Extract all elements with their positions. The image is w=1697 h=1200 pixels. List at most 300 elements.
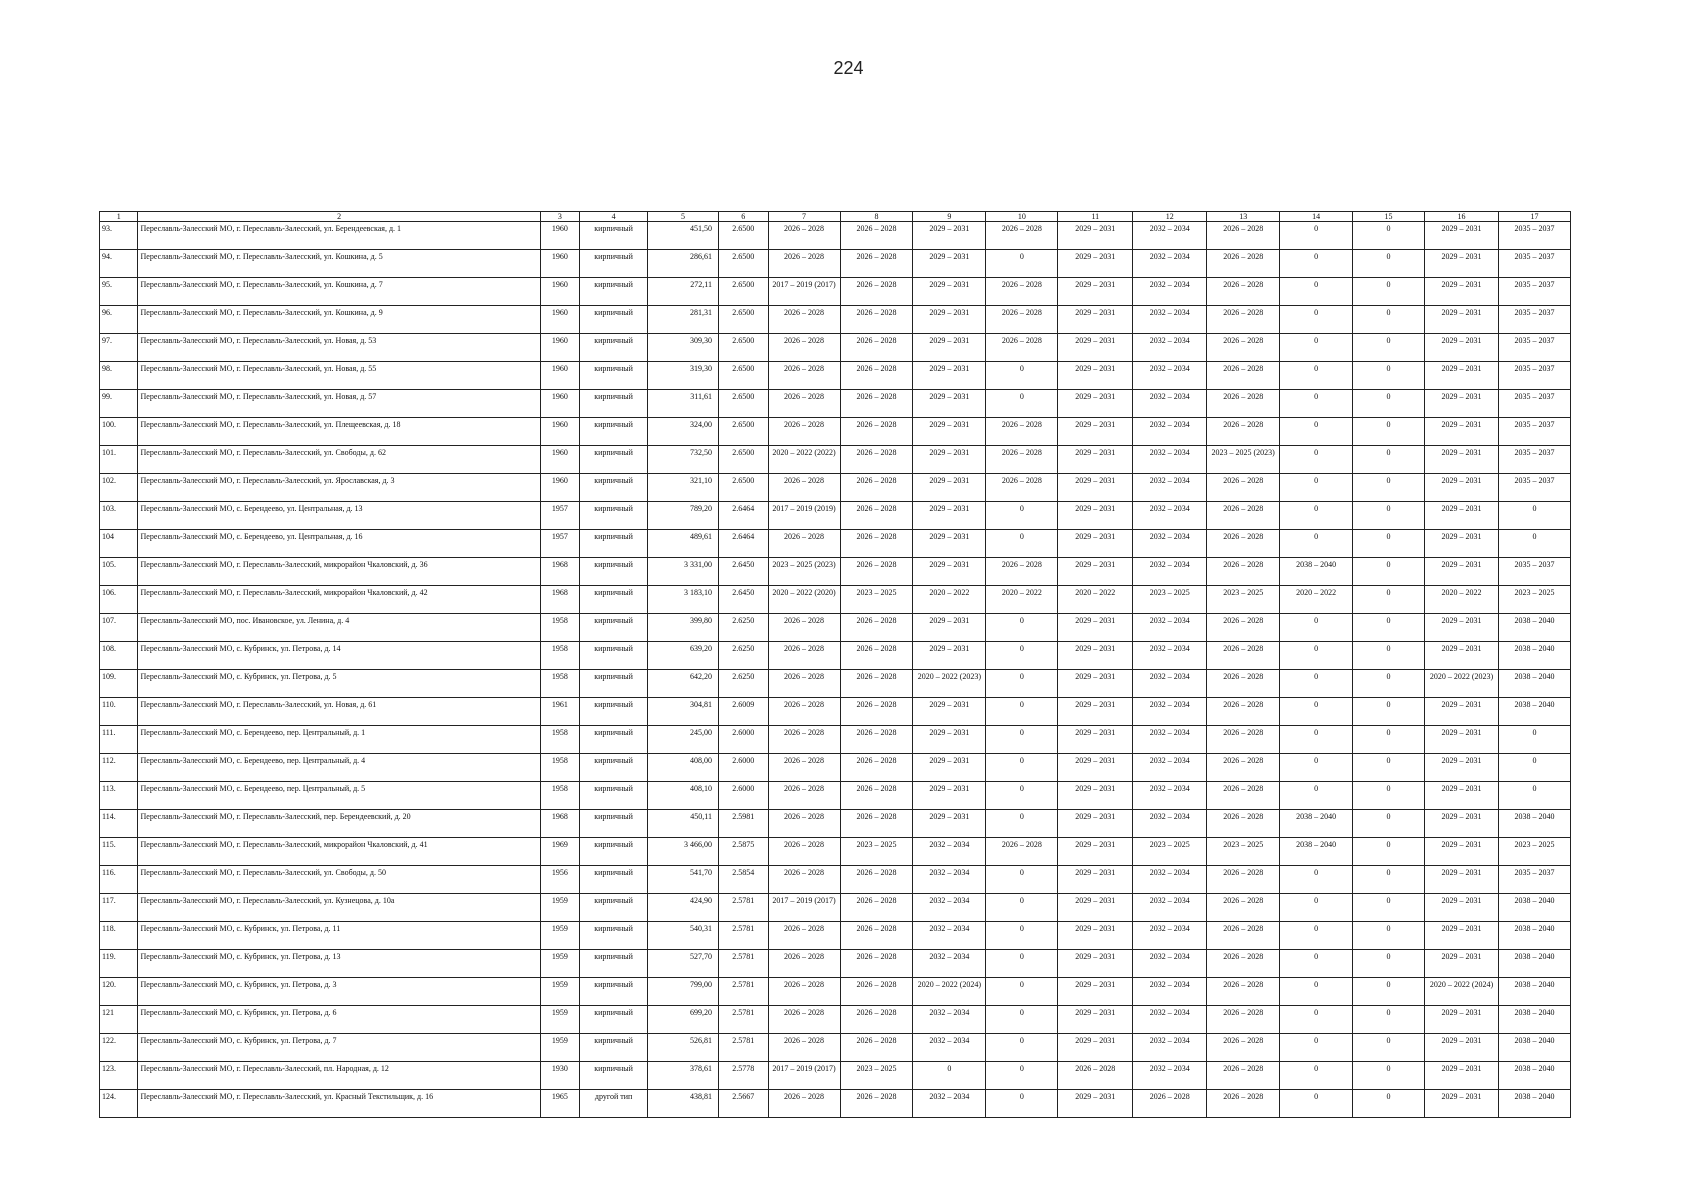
cell-col-14: 0	[1280, 446, 1353, 474]
table-row	[100, 418, 1571, 446]
cell-col-14: 0	[1280, 502, 1353, 530]
cell-row-number: 117.	[100, 894, 138, 922]
cell-address: Переславль-Залесский МО, г. Переславль-Залесский, ул. Новая, д. 53	[138, 334, 540, 362]
cell-col-10: 0	[986, 530, 1058, 558]
table-row	[100, 474, 1571, 502]
cell-col-10: 0	[986, 922, 1058, 950]
cell-area: 3 183,10	[648, 586, 719, 614]
cell-col-17: 2035 – 2037	[1498, 334, 1570, 362]
cell-build-year: 1956	[540, 866, 580, 894]
cell-col-15: 0	[1353, 894, 1425, 922]
cell-col-13: 2026 – 2028	[1207, 502, 1280, 530]
cell-col-14: 0	[1280, 390, 1353, 418]
cell-build-year: 1960	[540, 306, 580, 334]
cell-rating: 2.6450	[718, 558, 768, 586]
cell-col-9: 2020 – 2022	[913, 586, 986, 614]
cell-col-8: 2026 – 2028	[840, 726, 913, 754]
cell-col-7: 2026 – 2028	[768, 726, 840, 754]
cell-col-12: 2032 – 2034	[1133, 614, 1207, 642]
cell-col-17: 2035 – 2037	[1498, 474, 1570, 502]
cell-wall-material: кирпичный	[580, 698, 648, 726]
cell-col-11: 2029 – 2031	[1058, 782, 1133, 810]
cell-col-9: 2029 – 2031	[913, 502, 986, 530]
cell-col-14: 0	[1280, 362, 1353, 390]
cell-col-16: 2029 – 2031	[1425, 278, 1499, 306]
cell-col-12: 2032 – 2034	[1133, 250, 1207, 278]
cell-wall-material: кирпичный	[580, 726, 648, 754]
cell-col-12: 2032 – 2034	[1133, 698, 1207, 726]
cell-col-15: 0	[1353, 278, 1425, 306]
cell-col-17: 0	[1498, 782, 1570, 810]
table-row	[100, 1090, 1571, 1118]
cell-col-15: 0	[1353, 866, 1425, 894]
cell-address: Переславль-Залесский МО, г. Переславль-Залесский, ул. Кошкина, д. 5	[138, 250, 540, 278]
cell-col-13: 2026 – 2028	[1207, 866, 1280, 894]
cell-build-year: 1958	[540, 642, 580, 670]
table-row	[100, 922, 1571, 950]
cell-row-number: 94.	[100, 250, 138, 278]
cell-col-10: 0	[986, 810, 1058, 838]
cell-col-12: 2032 – 2034	[1133, 558, 1207, 586]
cell-col-13: 2026 – 2028	[1207, 334, 1280, 362]
cell-rating: 2.6450	[718, 586, 768, 614]
cell-col-14: 0	[1280, 614, 1353, 642]
cell-col-13: 2023 – 2025 (2023)	[1207, 446, 1280, 474]
cell-col-15: 0	[1353, 250, 1425, 278]
cell-area: 526,81	[648, 1034, 719, 1062]
cell-wall-material: кирпичный	[580, 894, 648, 922]
cell-col-14: 0	[1280, 1062, 1353, 1090]
cell-col-7: 2026 – 2028	[768, 334, 840, 362]
cell-col-7: 2026 – 2028	[768, 810, 840, 838]
cell-col-7: 2026 – 2028	[768, 978, 840, 1006]
cell-col-14: 0	[1280, 1034, 1353, 1062]
table-row	[100, 642, 1571, 670]
cell-col-14: 0	[1280, 950, 1353, 978]
table-row	[100, 866, 1571, 894]
cell-col-14: 0	[1280, 418, 1353, 446]
cell-col-12: 2032 – 2034	[1133, 502, 1207, 530]
table-row	[100, 306, 1571, 334]
cell-col-17: 2035 – 2037	[1498, 222, 1570, 250]
cell-col-9: 2029 – 2031	[913, 726, 986, 754]
cell-address: Переславль-Залесский МО, с. Кубринск, ул. Петрова, д. 7	[138, 1034, 540, 1062]
cell-col-9: 2029 – 2031	[913, 614, 986, 642]
cell-col-15: 0	[1353, 922, 1425, 950]
cell-col-17: 2035 – 2037	[1498, 558, 1570, 586]
cell-col-17: 2038 – 2040	[1498, 950, 1570, 978]
cell-col-12: 2032 – 2034	[1133, 278, 1207, 306]
cell-area: 286,61	[648, 250, 719, 278]
cell-col-14: 0	[1280, 222, 1353, 250]
cell-col-12: 2032 – 2034	[1133, 1062, 1207, 1090]
cell-col-17: 2038 – 2040	[1498, 1062, 1570, 1090]
cell-col-9: 2032 – 2034	[913, 866, 986, 894]
cell-col-10: 0	[986, 950, 1058, 978]
cell-row-number: 115.	[100, 838, 138, 866]
cell-area: 438,81	[648, 1090, 719, 1118]
cell-col-12: 2023 – 2025	[1133, 838, 1207, 866]
cell-col-12: 2032 – 2034	[1133, 922, 1207, 950]
cell-col-13: 2026 – 2028	[1207, 782, 1280, 810]
cell-col-9: 2032 – 2034	[913, 1034, 986, 1062]
cell-col-16: 2029 – 2031	[1425, 838, 1499, 866]
cell-col-9: 2029 – 2031	[913, 390, 986, 418]
cell-col-13: 2026 – 2028	[1207, 418, 1280, 446]
table-row	[100, 222, 1571, 250]
cell-col-11: 2029 – 2031	[1058, 474, 1133, 502]
cell-col-12: 2032 – 2034	[1133, 894, 1207, 922]
cell-col-8: 2026 – 2028	[840, 1006, 913, 1034]
table-row	[100, 362, 1571, 390]
cell-build-year: 1959	[540, 1034, 580, 1062]
cell-col-15: 0	[1353, 586, 1425, 614]
cell-col-17: 2035 – 2037	[1498, 418, 1570, 446]
cell-col-8: 2026 – 2028	[840, 418, 913, 446]
cell-row-number: 118.	[100, 922, 138, 950]
cell-col-7: 2017 – 2019 (2017)	[768, 278, 840, 306]
cell-col-15: 0	[1353, 642, 1425, 670]
cell-col-16: 2029 – 2031	[1425, 782, 1499, 810]
cell-col-11: 2029 – 2031	[1058, 754, 1133, 782]
cell-col-13: 2026 – 2028	[1207, 698, 1280, 726]
cell-col-15: 0	[1353, 558, 1425, 586]
cell-col-10: 0	[986, 894, 1058, 922]
cell-wall-material: кирпичный	[580, 446, 648, 474]
cell-rating: 2.6500	[718, 418, 768, 446]
cell-wall-material: кирпичный	[580, 670, 648, 698]
cell-address: Переславль-Залесский МО, с. Кубринск, ул. Петрова, д. 6	[138, 1006, 540, 1034]
cell-rating: 2.5781	[718, 1034, 768, 1062]
cell-col-10: 0	[986, 754, 1058, 782]
cell-rating: 2.6500	[718, 306, 768, 334]
table-row	[100, 530, 1571, 558]
cell-col-15: 0	[1353, 782, 1425, 810]
cell-build-year: 1960	[540, 390, 580, 418]
cell-col-17: 2038 – 2040	[1498, 1090, 1570, 1118]
cell-address: Переславль-Залесский МО, с. Берендеево, ул. Центральная, д. 16	[138, 530, 540, 558]
cell-col-12: 2032 – 2034	[1133, 1006, 1207, 1034]
cell-row-number: 96.	[100, 306, 138, 334]
cell-col-10: 2026 – 2028	[986, 334, 1058, 362]
cell-col-12: 2032 – 2034	[1133, 866, 1207, 894]
column-header-12: 12	[1133, 212, 1207, 222]
cell-row-number: 124.	[100, 1090, 138, 1118]
cell-col-8: 2026 – 2028	[840, 446, 913, 474]
cell-col-10: 0	[986, 726, 1058, 754]
cell-col-12: 2032 – 2034	[1133, 390, 1207, 418]
cell-col-13: 2026 – 2028	[1207, 250, 1280, 278]
cell-col-9: 2029 – 2031	[913, 446, 986, 474]
cell-col-13: 2026 – 2028	[1207, 642, 1280, 670]
cell-build-year: 1960	[540, 334, 580, 362]
cell-col-9: 2029 – 2031	[913, 698, 986, 726]
cell-area: 309,30	[648, 334, 719, 362]
cell-col-9: 2029 – 2031	[913, 754, 986, 782]
cell-col-7: 2026 – 2028	[768, 782, 840, 810]
cell-col-15: 0	[1353, 1034, 1425, 1062]
column-header-7: 7	[768, 212, 840, 222]
cell-build-year: 1957	[540, 530, 580, 558]
cell-rating: 2.6500	[718, 278, 768, 306]
cell-area: 527,70	[648, 950, 719, 978]
cell-col-13: 2026 – 2028	[1207, 1062, 1280, 1090]
column-header-1: 1	[100, 212, 138, 222]
cell-row-number: 106.	[100, 586, 138, 614]
cell-col-13: 2026 – 2028	[1207, 1006, 1280, 1034]
column-header-9: 9	[913, 212, 986, 222]
cell-row-number: 102.	[100, 474, 138, 502]
cell-col-8: 2026 – 2028	[840, 334, 913, 362]
cell-address: Переславль-Залесский МО, с. Берендеево, пер. Центральный, д. 1	[138, 726, 540, 754]
cell-build-year: 1959	[540, 922, 580, 950]
cell-rating: 2.6500	[718, 362, 768, 390]
cell-col-10: 0	[986, 502, 1058, 530]
cell-row-number: 109.	[100, 670, 138, 698]
cell-wall-material: кирпичный	[580, 362, 648, 390]
cell-col-16: 2029 – 2031	[1425, 446, 1499, 474]
cell-address: Переславль-Залесский МО, г. Переславль-Залесский, ул. Красный Текстильщик, д. 16	[138, 1090, 540, 1118]
cell-col-9: 2029 – 2031	[913, 782, 986, 810]
cell-col-14: 2038 – 2040	[1280, 810, 1353, 838]
cell-col-16: 2029 – 2031	[1425, 754, 1499, 782]
cell-col-12: 2032 – 2034	[1133, 1034, 1207, 1062]
cell-col-15: 0	[1353, 474, 1425, 502]
cell-col-17: 2038 – 2040	[1498, 1006, 1570, 1034]
cell-address: Переславль-Залесский МО, г. Переславль-Залесский, ул. Новая, д. 55	[138, 362, 540, 390]
cell-col-10: 2026 – 2028	[986, 446, 1058, 474]
cell-col-16: 2020 – 2022	[1425, 586, 1499, 614]
cell-col-9: 2029 – 2031	[913, 474, 986, 502]
cell-col-11: 2029 – 2031	[1058, 530, 1133, 558]
cell-area: 799,00	[648, 978, 719, 1006]
cell-col-12: 2032 – 2034	[1133, 810, 1207, 838]
cell-rating: 2.6500	[718, 474, 768, 502]
cell-col-17: 0	[1498, 502, 1570, 530]
cell-col-10: 0	[986, 1062, 1058, 1090]
cell-col-11: 2029 – 2031	[1058, 698, 1133, 726]
table-row	[100, 1006, 1571, 1034]
cell-col-12: 2032 – 2034	[1133, 418, 1207, 446]
cell-row-number: 119.	[100, 950, 138, 978]
cell-col-8: 2026 – 2028	[840, 950, 913, 978]
cell-wall-material: кирпичный	[580, 418, 648, 446]
cell-area: 450,11	[648, 810, 719, 838]
cell-area: 311,61	[648, 390, 719, 418]
cell-wall-material: кирпичный	[580, 922, 648, 950]
cell-wall-material: кирпичный	[580, 1006, 648, 1034]
cell-col-15: 0	[1353, 698, 1425, 726]
cell-address: Переславль-Залесский МО, г. Переславль-Залесский, микрорайон Чкаловский, д. 42	[138, 586, 540, 614]
cell-col-16: 2029 – 2031	[1425, 1006, 1499, 1034]
cell-col-15: 0	[1353, 418, 1425, 446]
cell-col-17: 2035 – 2037	[1498, 306, 1570, 334]
cell-col-14: 2038 – 2040	[1280, 558, 1353, 586]
cell-col-17: 2035 – 2037	[1498, 250, 1570, 278]
cell-col-10: 2026 – 2028	[986, 558, 1058, 586]
cell-col-15: 0	[1353, 1090, 1425, 1118]
cell-area: 408,00	[648, 754, 719, 782]
cell-build-year: 1960	[540, 362, 580, 390]
cell-col-10: 2026 – 2028	[986, 418, 1058, 446]
cell-wall-material: кирпичный	[580, 754, 648, 782]
table-row	[100, 614, 1571, 642]
cell-col-7: 2023 – 2025 (2023)	[768, 558, 840, 586]
cell-col-17: 2023 – 2025	[1498, 586, 1570, 614]
cell-wall-material: кирпичный	[580, 306, 648, 334]
cell-build-year: 1968	[540, 810, 580, 838]
cell-wall-material: кирпичный	[580, 334, 648, 362]
cell-col-7: 2026 – 2028	[768, 306, 840, 334]
cell-col-17: 2038 – 2040	[1498, 1034, 1570, 1062]
table-row	[100, 754, 1571, 782]
cell-row-number: 114.	[100, 810, 138, 838]
cell-col-9: 2029 – 2031	[913, 250, 986, 278]
table-row	[100, 698, 1571, 726]
cell-col-15: 0	[1353, 446, 1425, 474]
cell-area: 699,20	[648, 1006, 719, 1034]
cell-col-11: 2029 – 2031	[1058, 838, 1133, 866]
cell-address: Переславль-Залесский МО, с. Берендеево, пер. Центральный, д. 5	[138, 782, 540, 810]
cell-row-number: 104	[100, 530, 138, 558]
cell-col-11: 2029 – 2031	[1058, 1034, 1133, 1062]
cell-col-8: 2026 – 2028	[840, 978, 913, 1006]
cell-col-8: 2026 – 2028	[840, 390, 913, 418]
cell-col-11: 2029 – 2031	[1058, 950, 1133, 978]
cell-col-11: 2029 – 2031	[1058, 278, 1133, 306]
cell-wall-material: кирпичный	[580, 558, 648, 586]
cell-rating: 2.6009	[718, 698, 768, 726]
cell-wall-material: кирпичный	[580, 978, 648, 1006]
cell-address: Переславль-Залесский МО, с. Кубринск, ул. Петрова, д. 5	[138, 670, 540, 698]
cell-col-14: 0	[1280, 670, 1353, 698]
cell-col-14: 0	[1280, 474, 1353, 502]
cell-col-16: 2029 – 2031	[1425, 810, 1499, 838]
cell-col-14: 0	[1280, 782, 1353, 810]
cell-area: 732,50	[648, 446, 719, 474]
cell-col-8: 2026 – 2028	[840, 754, 913, 782]
cell-row-number: 122.	[100, 1034, 138, 1062]
column-header-15: 15	[1353, 212, 1425, 222]
cell-area: 245,00	[648, 726, 719, 754]
column-header-5: 5	[648, 212, 719, 222]
cell-col-14: 0	[1280, 1090, 1353, 1118]
cell-col-13: 2026 – 2028	[1207, 726, 1280, 754]
cell-col-8: 2026 – 2028	[840, 810, 913, 838]
column-number-row	[100, 212, 1571, 222]
cell-area: 319,30	[648, 362, 719, 390]
cell-col-17: 0	[1498, 530, 1570, 558]
cell-rating: 2.6250	[718, 614, 768, 642]
cell-address: Переславль-Залесский МО, г. Переславль-Залесский, микрорайон Чкаловский, д. 41	[138, 838, 540, 866]
table-row	[100, 250, 1571, 278]
page-number: 224	[833, 58, 864, 78]
cell-col-12: 2032 – 2034	[1133, 978, 1207, 1006]
cell-col-14: 0	[1280, 334, 1353, 362]
cell-col-15: 0	[1353, 362, 1425, 390]
cell-col-17: 0	[1498, 754, 1570, 782]
cell-col-16: 2029 – 2031	[1425, 334, 1499, 362]
cell-row-number: 101.	[100, 446, 138, 474]
cell-address: Переславль-Залесский МО, г. Переславль-Залесский, ул. Кошкина, д. 7	[138, 278, 540, 306]
cell-col-11: 2029 – 2031	[1058, 502, 1133, 530]
cell-col-17: 2035 – 2037	[1498, 362, 1570, 390]
cell-col-15: 0	[1353, 1062, 1425, 1090]
cell-col-10: 2026 – 2028	[986, 306, 1058, 334]
cell-col-15: 0	[1353, 950, 1425, 978]
cell-col-7: 2026 – 2028	[768, 950, 840, 978]
cell-col-16: 2029 – 2031	[1425, 894, 1499, 922]
table-row	[100, 390, 1571, 418]
cell-rating: 2.6500	[718, 222, 768, 250]
cell-col-10: 2026 – 2028	[986, 278, 1058, 306]
cell-col-13: 2026 – 2028	[1207, 670, 1280, 698]
cell-area: 451,50	[648, 222, 719, 250]
housing-register-table	[99, 211, 1571, 1118]
cell-wall-material: кирпичный	[580, 950, 648, 978]
cell-col-15: 0	[1353, 726, 1425, 754]
cell-col-8: 2026 – 2028	[840, 558, 913, 586]
cell-col-7: 2026 – 2028	[768, 642, 840, 670]
cell-col-10: 0	[986, 362, 1058, 390]
cell-col-13: 2023 – 2025	[1207, 586, 1280, 614]
cell-build-year: 1959	[540, 894, 580, 922]
cell-col-13: 2026 – 2028	[1207, 922, 1280, 950]
cell-row-number: 100.	[100, 418, 138, 446]
cell-col-7: 2026 – 2028	[768, 530, 840, 558]
cell-row-number: 93.	[100, 222, 138, 250]
column-header-8: 8	[840, 212, 913, 222]
table-row	[100, 334, 1571, 362]
cell-build-year: 1958	[540, 614, 580, 642]
cell-col-16: 2020 – 2022 (2024)	[1425, 978, 1499, 1006]
cell-wall-material: кирпичный	[580, 810, 648, 838]
cell-col-11: 2029 – 2031	[1058, 866, 1133, 894]
cell-col-12: 2032 – 2034	[1133, 530, 1207, 558]
cell-area: 399,80	[648, 614, 719, 642]
cell-address: Переславль-Залесский МО, г. Переславль-Залесский, ул. Новая, д. 57	[138, 390, 540, 418]
cell-col-8: 2026 – 2028	[840, 306, 913, 334]
cell-address: Переславль-Залесский МО, г. Переславль-Залесский, ул. Ярославская, д. 3	[138, 474, 540, 502]
cell-col-11: 2029 – 2031	[1058, 1090, 1133, 1118]
cell-col-11: 2029 – 2031	[1058, 306, 1133, 334]
cell-col-10: 0	[986, 698, 1058, 726]
cell-col-8: 2026 – 2028	[840, 474, 913, 502]
cell-col-9: 2032 – 2034	[913, 894, 986, 922]
cell-rating: 2.5781	[718, 894, 768, 922]
cell-row-number: 121	[100, 1006, 138, 1034]
cell-col-14: 2020 – 2022	[1280, 586, 1353, 614]
cell-col-8: 2026 – 2028	[840, 698, 913, 726]
cell-area: 378,61	[648, 1062, 719, 1090]
cell-area: 489,61	[648, 530, 719, 558]
cell-rating: 2.5781	[718, 1006, 768, 1034]
cell-wall-material: кирпичный	[580, 502, 648, 530]
cell-col-9: 2032 – 2034	[913, 922, 986, 950]
cell-address: Переславль-Залесский МО, с. Берендеево, ул. Центральная, д. 13	[138, 502, 540, 530]
cell-col-17: 2038 – 2040	[1498, 810, 1570, 838]
cell-col-14: 0	[1280, 530, 1353, 558]
cell-col-8: 2026 – 2028	[840, 894, 913, 922]
cell-col-16: 2029 – 2031	[1425, 698, 1499, 726]
cell-build-year: 1930	[540, 1062, 580, 1090]
cell-rating: 2.6464	[718, 502, 768, 530]
cell-wall-material: кирпичный	[580, 222, 648, 250]
cell-col-12: 2032 – 2034	[1133, 782, 1207, 810]
table-row	[100, 446, 1571, 474]
cell-rating: 2.6500	[718, 390, 768, 418]
cell-col-12: 2032 – 2034	[1133, 306, 1207, 334]
